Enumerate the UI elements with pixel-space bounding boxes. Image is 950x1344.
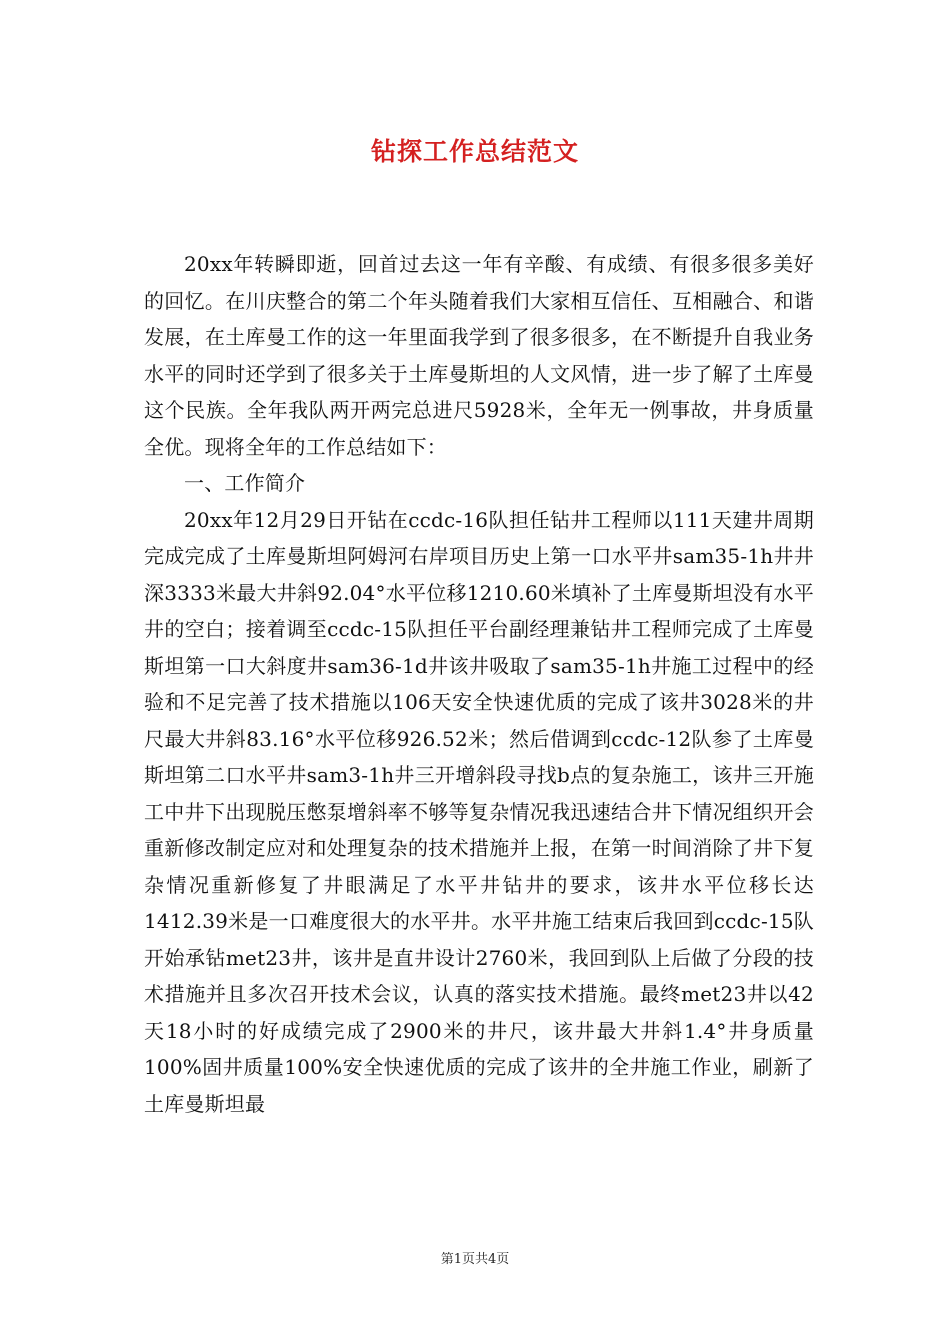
page-title: 钻探工作总结范文 <box>370 137 579 166</box>
paragraph-work-details: 20xx年12月29日开钻在ccdc-16队担任钻井工程师以111天建井周期完成完成了土库曼斯坦阿姆河右岸项目历史上第一口水平井sam35-1h井井深3333米最大井斜92.04°水平位移1210.60米填补了土库曼斯坦没有水平井的空白；接着调至ccdc-15队担任平台副经理兼钻井工程师完成了土库曼斯坦第一口大斜度井sam36-1d井该井吸取了sam35-1h井施工过程中的经验和不足完善了技术措施以106天安全快速优质的完成了该井3028米的井尺最大井斜83.16°水平位移926.52米；然后借调到ccdc-12队参了土库曼斯坦第二口水平井sam3-1h井三开增斜段寻找b点的复杂施工，该井三开施工中井下出现脱压憋泵增斜率不够等复杂情况我迅速结合井下情况组织开会重新修改制定应对和处理复杂的技术措施并上报，在第一时间消除了井下复杂情况重新修复了井眼满足了水平井钻井的要求，该井水平位移长达1412.39米是一口难度很大的水平井。水平井施工结束后我回到ccdc-15队开始承钻met23井，该井是直井设计2760米，我回到队上后做了分段的技术措施并且多次召开技术会议，认真的落实技术措施。最终met23井以42天18小时的好成绩完成了2900米的井尺，该井最大井斜1.4°井身质量100%固井质量100%安全快速优质的完成了该井的全井施工作业，刷新了土库曼斯坦最 <box>144 507 814 1116</box>
page-number-footer: 第1页共4页 <box>440 1252 510 1267</box>
paragraph-intro: 20xx年转瞬即逝，回首过去这一年有辛酸、有成绩、有很多很多美好的回忆。在川庆整合的第二个年头随着我们大家相互信任、互相融合、和谐发展，在土库曼工作的这一年里面我学到了很多很多，在不断提升自我业务水平的同时还学到了很多关于土库曼斯坦的人文风情，进一步了解了土库曼这个民族。全年我队两开两完总进尺5928米，全年无一例事故，井身质量全优。现将全年的工作总结如下： <box>144 252 814 459</box>
section-heading-work-overview: 一、工作简介 <box>184 471 306 495</box>
body-text <box>144 246 814 1122</box>
